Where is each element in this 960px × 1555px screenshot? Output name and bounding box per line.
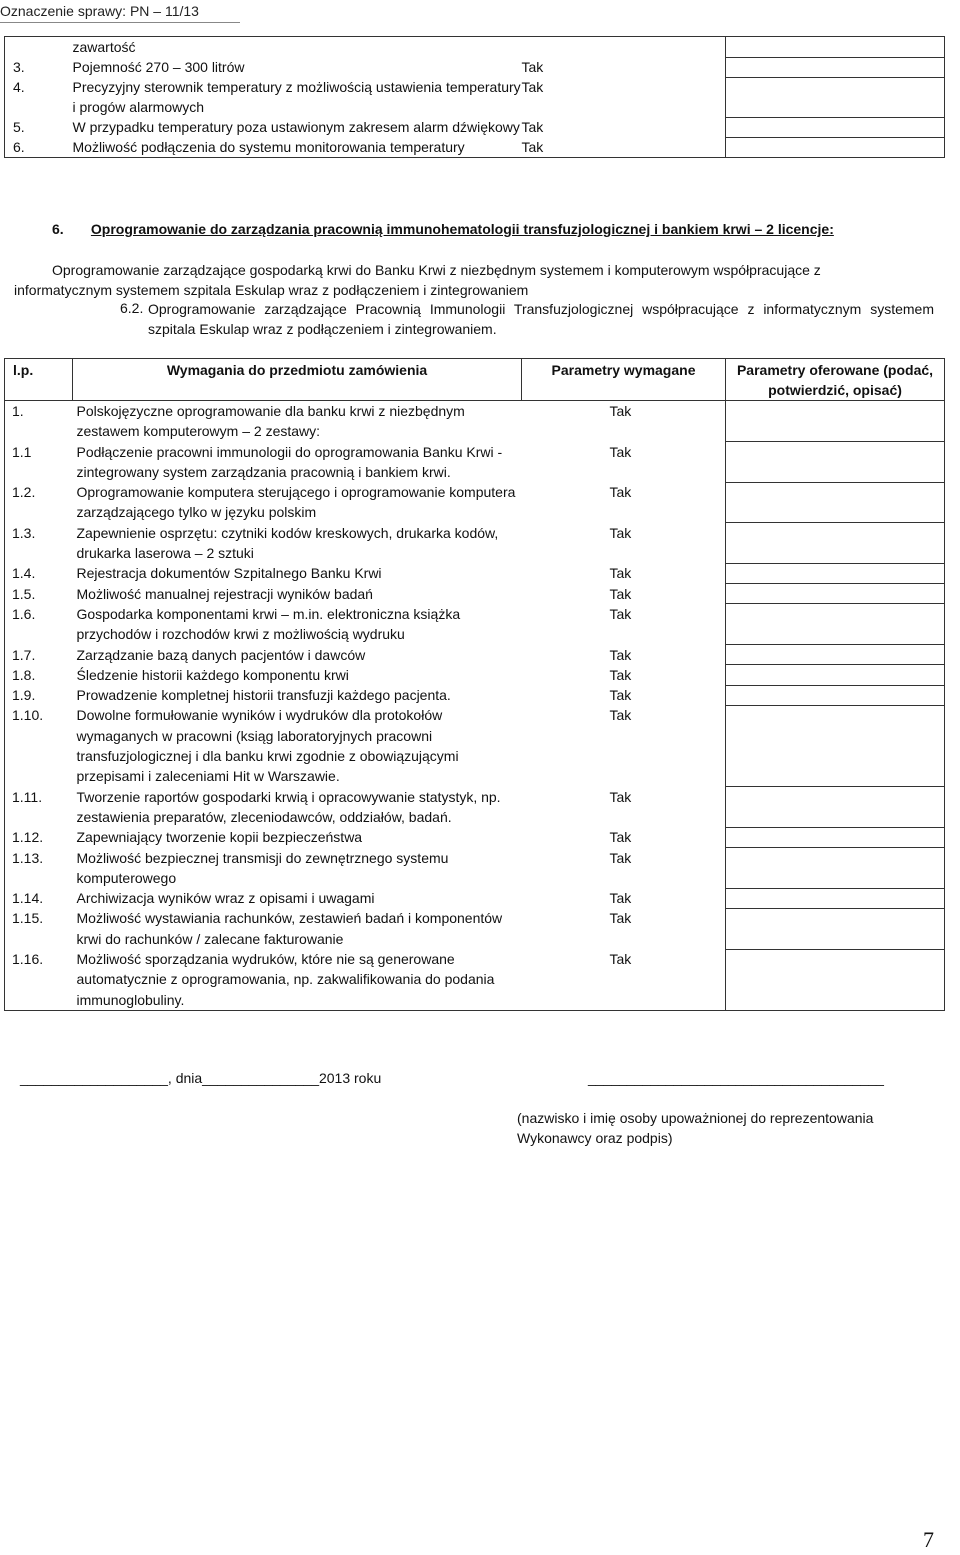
row-required-value: Tak xyxy=(522,645,726,665)
row-description: Rejestracja dokumentów Szpitalnego Banku Krwi xyxy=(76,565,382,582)
date-line: ___________________, dnia_______________2013 roku xyxy=(20,1070,382,1086)
requirements-table-body xyxy=(5,401,945,1011)
row-description: Dowolne formułowanie wyników i wydruków dla protokołów wymaganych w pracowni (ksiąg laboratoryjnych pracowni transfuzjologicznej i dla banku krwi zgodnie z obowiązującymi przepisami i zaleceniami Hit w Warszawie. xyxy=(76,707,459,785)
row-required-value: Tak xyxy=(522,523,726,564)
row-offered-value xyxy=(726,949,945,1010)
row-offered-value xyxy=(726,117,945,137)
table-row xyxy=(5,442,945,483)
row-offered-value xyxy=(726,665,945,685)
row-description: Zapewnienie osprzętu: czytniki kodów kreskowych, drukarka kodów, drukarka laserowa – 2 sztuki xyxy=(76,524,499,562)
row-number: 1.9. xyxy=(5,685,73,705)
table-row xyxy=(5,117,945,137)
row-number: 1.7. xyxy=(5,645,73,665)
row-number: 1.5. xyxy=(5,584,73,604)
row-number: 1.4. xyxy=(5,563,73,583)
section-paragraph-line2: informatycznym systemem szpitala Eskulap wraz z podłączeniem i zintegrowaniem xyxy=(14,282,529,298)
table-row xyxy=(5,848,945,889)
row-number: 1.12. xyxy=(5,827,73,847)
row-required-value: Tak xyxy=(522,888,726,908)
row-required-value xyxy=(522,37,726,58)
subsection-text: Oprogramowanie zarządzające Pracownią Immunologii Transfuzjologicznej współpracujące z informatycznym systemem szpitala Eskulap wraz z podłączeniem i zintegrowaniem. xyxy=(148,301,934,337)
row-description: Gospodarka komponentami krwi – m.in. elektroniczna książka przychodów i rozchodów krwi z możliwością wydruku xyxy=(76,605,461,643)
row-offered-value xyxy=(726,523,945,564)
row-required-value: Tak xyxy=(522,57,726,77)
row-required-value: Tak xyxy=(522,908,726,949)
row-description: Możliwość bezpiecznej transmisji do zewnętrznego systemu komputerowego xyxy=(76,849,449,886)
row-offered-value xyxy=(726,685,945,705)
row-description: W przypadku temperatury poza ustawionym zakresem alarm dźwiękowy xyxy=(72,119,520,135)
row-number: 1.2. xyxy=(5,482,73,523)
signature-line: ______________________________________ xyxy=(588,1070,884,1086)
signature-note-1: (nazwisko i imię osoby upoważnionej do reprezentowania xyxy=(517,1110,874,1126)
header-offered-params: Parametry oferowane (podać, potwierdzić, opisać) xyxy=(726,359,945,401)
row-number: 1.8. xyxy=(5,665,73,685)
row-offered-value xyxy=(726,787,945,828)
row-offered-value xyxy=(726,848,945,889)
header-requirements: Wymagania do przedmiotu zamówienia xyxy=(73,359,522,401)
table-row xyxy=(5,787,945,828)
table-row xyxy=(5,645,945,665)
row-required-value: Tak xyxy=(522,584,726,604)
row-number: 1.11. xyxy=(5,787,73,828)
row-number: 3. xyxy=(5,57,73,77)
requirements-table xyxy=(4,358,945,1011)
row-number: 6. xyxy=(5,137,73,158)
row-number: 1.1 xyxy=(5,442,73,483)
row-offered-value xyxy=(726,442,945,483)
row-description: Możliwość manualnej rejestracji wyników badań xyxy=(76,585,373,602)
row-offered-value xyxy=(726,37,945,58)
row-description: Możliwość podłączenia do systemu monitorowania temperatury xyxy=(73,137,522,158)
row-number: 1. xyxy=(5,401,73,442)
table-row xyxy=(5,827,945,847)
table-row xyxy=(5,685,945,705)
table-row xyxy=(5,77,945,117)
case-number-header: Oznaczenie sprawy: PN – 11/13 xyxy=(0,0,240,23)
row-required-value: Tak xyxy=(522,401,726,442)
section-title-text: Oprogramowanie do zarządzania pracownią immunohematologii transfuzjologicznej i bankiem krwi – 2 licencje: xyxy=(90,221,834,237)
row-offered-value xyxy=(726,137,945,158)
table-row xyxy=(5,604,945,645)
table-row xyxy=(5,705,945,786)
table-row xyxy=(5,949,945,1010)
row-description: Precyzyjny sterownik temperatury z możliwością ustawienia temperatury i progów alarmowych xyxy=(72,79,521,115)
section-paragraph-line1: Oprogramowanie zarządzające gospodarką krwi do Banku Krwi z niezbędnym systemem i komputerowym współpracujące z xyxy=(52,262,821,278)
row-number: 1.15. xyxy=(5,908,73,949)
table-row xyxy=(5,57,945,77)
row-offered-value xyxy=(726,645,945,665)
row-description: Pojemność 270 – 300 litrów xyxy=(72,59,245,75)
row-offered-value xyxy=(726,888,945,908)
row-description: Tworzenie raportów gospodarki krwią i opracowywanie statystyk, np. zestawienia preparatów, zleceniodawców, oddziałów, badań. xyxy=(76,788,501,825)
table-row xyxy=(5,584,945,604)
row-offered-value xyxy=(726,827,945,847)
row-number xyxy=(5,37,73,58)
header-lp: l.p. xyxy=(5,359,73,401)
row-description: Podłączenie pracowni immunologii do oprogramowania Banku Krwi -zintegrowany system zarządzania pracownią i bankiem krwi. xyxy=(76,443,503,480)
row-required-value: Tak xyxy=(522,705,726,786)
table-row xyxy=(5,137,945,158)
row-offered-value xyxy=(726,77,945,117)
table-row xyxy=(5,401,945,442)
table-row xyxy=(5,888,945,908)
row-description: Zarządzanie bazą danych pacjentów i dawców xyxy=(76,646,366,663)
row-required-value: Tak xyxy=(522,117,726,137)
row-description: Możliwość sporządzania wydruków, które nie są generowane automatycznie z oprogramowania, np. zakwalifikowania do podania immunoglobuliny. xyxy=(73,949,522,1010)
row-number: 1.3. xyxy=(5,523,73,564)
row-required-value: Tak xyxy=(522,685,726,705)
row-required-value: Tak xyxy=(522,137,726,158)
row-number: 1.13. xyxy=(5,848,73,889)
row-offered-value xyxy=(726,563,945,583)
row-required-value: Tak xyxy=(522,848,726,889)
row-required-value: Tak xyxy=(522,827,726,847)
row-description: Oprogramowanie komputera sterującego i oprogramowanie komputera zarządzającego tylko w języku polskim xyxy=(76,484,516,521)
row-offered-value xyxy=(726,908,945,949)
table-row xyxy=(5,563,945,583)
row-required-value: Tak xyxy=(522,442,726,483)
table-row xyxy=(5,37,945,58)
row-required-value: Tak xyxy=(522,665,726,685)
row-offered-value xyxy=(726,401,945,442)
row-number: 1.16. xyxy=(5,949,73,1010)
requirements-header-row xyxy=(5,359,945,401)
row-offered-value xyxy=(726,584,945,604)
row-number: 5. xyxy=(5,117,73,137)
row-number: 4. xyxy=(5,77,73,117)
row-required-value: Tak xyxy=(522,77,726,117)
row-description: Zapewniający tworzenie kopii bezpieczeństwa xyxy=(76,829,363,846)
signature-note-2: Wykonawcy oraz podpis) xyxy=(517,1130,673,1146)
row-description: Prowadzenie kompletnej historii transfuzji każdego pacjenta. xyxy=(76,687,451,704)
table-row xyxy=(5,908,945,949)
section-title xyxy=(52,221,834,237)
page-number: 7 xyxy=(923,1527,934,1552)
row-required-value: Tak xyxy=(522,787,726,828)
subsection-number: 6.2. xyxy=(120,300,144,316)
row-offered-value xyxy=(726,57,945,77)
row-description: Możliwość wystawiania rachunków, zestawień badań i komponentów krwi do rachunków / zalecane fakturowanie xyxy=(76,910,503,947)
table-row xyxy=(5,482,945,523)
section-number: 6. xyxy=(52,221,64,237)
row-required-value: Tak xyxy=(522,949,726,1010)
row-required-value: Tak xyxy=(522,563,726,583)
row-required-value: Tak xyxy=(522,482,726,523)
row-description: zawartość xyxy=(73,37,522,58)
row-offered-value xyxy=(726,705,945,786)
row-required-value: Tak xyxy=(522,604,726,645)
table-row xyxy=(5,665,945,685)
row-offered-value xyxy=(726,482,945,523)
row-number: 1.10. xyxy=(5,705,73,786)
row-number: 1.6. xyxy=(5,604,73,645)
table-row xyxy=(5,523,945,564)
row-number: 1.14. xyxy=(5,888,73,908)
header-required-params: Parametry wymagane xyxy=(522,359,726,401)
top-table xyxy=(4,36,945,158)
row-description: Śledzenie historii każdego komponentu krwi xyxy=(76,666,349,683)
row-description: Polskojęzyczne oprogramowanie dla banku krwi z niezbędnym zestawem komputerowym – 2 zestawy: xyxy=(76,403,465,440)
top-table-body xyxy=(5,37,945,158)
row-offered-value xyxy=(726,604,945,645)
row-description: Archiwizacja wyników wraz z opisami i uwagami xyxy=(76,890,375,907)
